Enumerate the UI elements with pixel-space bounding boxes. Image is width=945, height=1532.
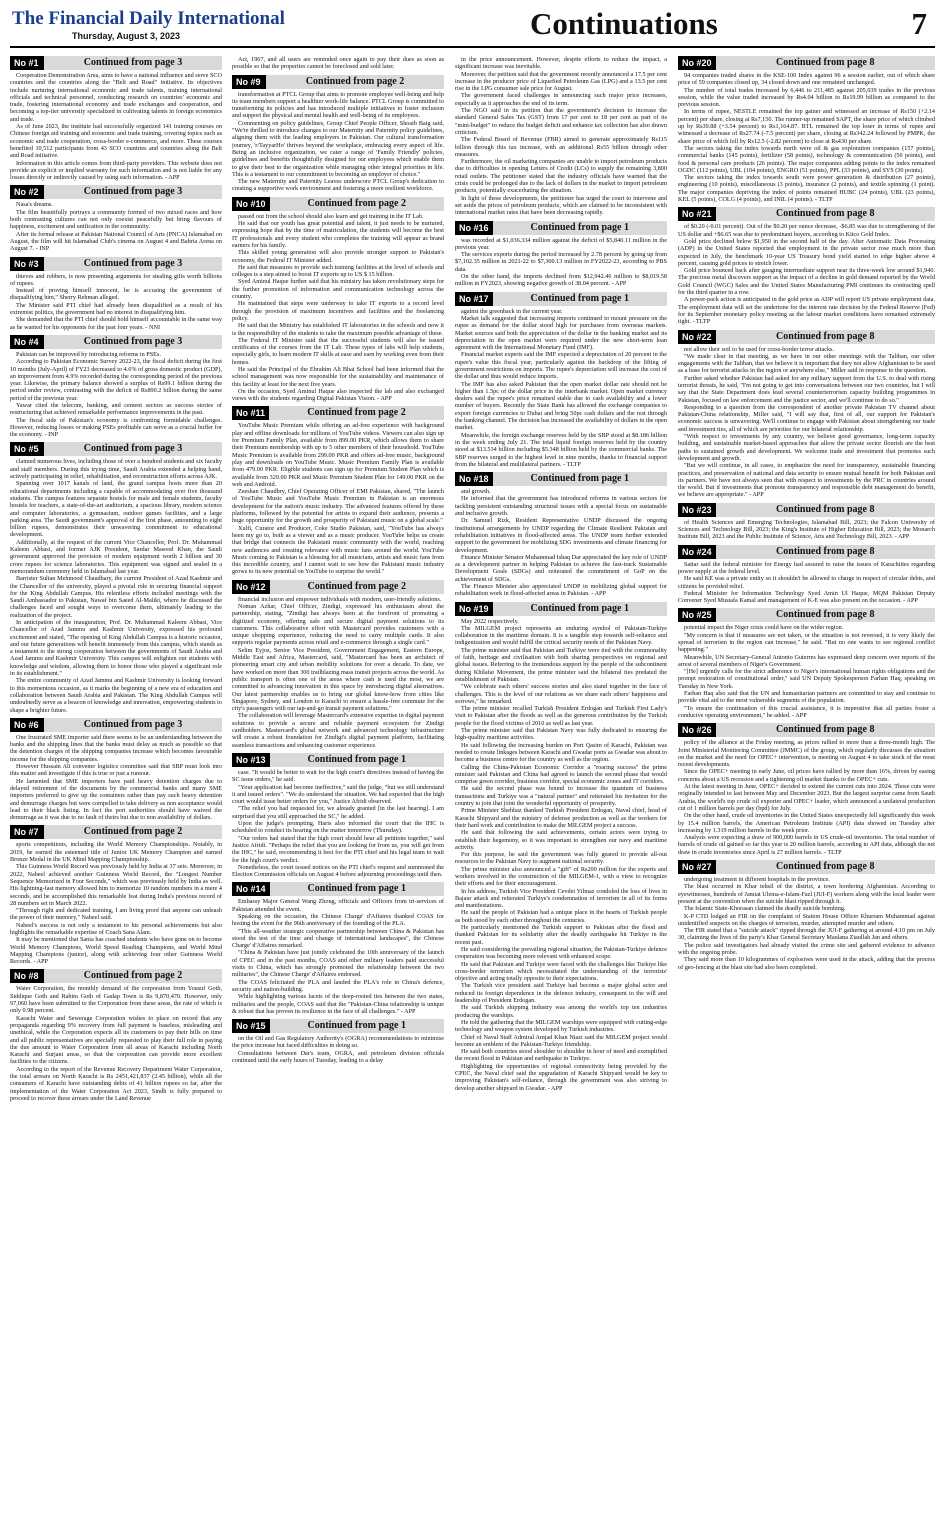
paragraph: Water Corporation, the monthly demand of the corporation from Yousuf Goth, Siddique Goth and Rahim Goth of Gadap Town is Rs 9,870,470. However, only 97,060 have been submitted to the Corporation from these areas, the rate of which is only 0.98 percent. <box>10 985 222 1015</box>
paragraph: "[He] urgently calls for the strict adherence to Niger's international human rights obligations and the prompt restoration of constitutional order," said UN Deputy Spokesperson Farhan Haq, speaking on Tuesday in New York. <box>678 668 935 690</box>
paragraph: Xulfi, Curator and Producer, Coke Studio Pakistan, said, "YouTube has always been my go to, both as a viewer and as a music producer. YouTube helps us create that bridge that connects the Pakistani music community with the world, reaching new audiences and creating relevance with music fans around the world. YouTube Music coming to Pakistan is a blessing for all musicians, artists and music fans from this incredible country, and I cannot wait to see how the Pakistani music industry grows to its new potential on YouTube to surprise the world." <box>232 524 444 576</box>
paragraph: Prime Minister Shehbaz thanked Turkish President Erdogan, Naval chief, head of Karachi Shipyard and the ministry of defense production as well as the workers for their hard work and contribution to make the MILGEM project a success. <box>455 807 667 829</box>
article-body <box>232 898 444 1015</box>
paragraph: was recorded at $1,036.334 million against the deficit of $5,840.11 million in the previous year. <box>455 236 667 251</box>
paragraph: Syed Aminul Haque further said that his ministry has taken revolutionary steps for the further promotion of information and communication technology across the country. <box>232 278 444 301</box>
continuation-number: No #8 <box>10 969 44 983</box>
paragraph: He said the people of Pakistan had a unique place in the hearts of Turkish people as both stood by each other throughout the centuries. <box>455 909 667 924</box>
paragraph: The IMF has also asked Pakistan that the open market dollar rate should not be higher than 1.5pc of the dollar price in the interbank market. Open market currency dealers said the rupee's price remained stable due to cash availability and a lower number of buyers. Recently the State Bank has allowed the exchange companies to export foreign currencies to Dubai and bring 50pc cash dollars and the rest through the banking channel. The decision has increased the availability of dollars in the open market. <box>455 380 667 432</box>
paragraph: While highlighting various facets of the deep-rooted ties between the two states, militaries and the people, COAS said that the "Pakistan-China relationship is unique & robust that has proven its resilience in the face of all challenges." - APP <box>232 993 444 1015</box>
paragraph: The prime minister also announced a "gift" of Rs200 million for the experts and workers involved in the construction of the MILGEM-1, with a view to recognize their efforts and for their encouragement. <box>455 865 667 888</box>
article-continuation <box>678 860 935 971</box>
paragraph: He informed that the government has introduced reforms in various sectors for tackling persistent outstanding structural issues with a special focus on sustainable and inclusive growth. <box>455 495 667 518</box>
continuation-header <box>232 406 444 420</box>
continuation-number: No #26 <box>678 723 716 737</box>
paragraph: The services exports during the period increased by 2.78 percent by going up from $7,102.35 million in 2021-22 to $7,300.13 million in FY2022-23, according to PBS data. <box>455 251 667 273</box>
paragraph: However Hussain Ali convener logistics committee said that SBP must look into this matter and investigate if this is true or just a rumour. <box>10 763 222 778</box>
paragraph: Gold price declined below $1,950 in the second half of the day. After Automatic Data Processing (ADP) in the United States reported that employment in the private sector rose much more than expected in July, the benchmark 10-year US Treasury bond yield started to edge higher above 4 percent, causing gold prices to stretch lower. <box>678 237 935 267</box>
continuation-number: No #25 <box>678 608 716 622</box>
column-1 <box>10 56 222 1528</box>
article-body <box>232 1035 444 1064</box>
article-body <box>10 201 222 252</box>
article-body <box>232 213 444 403</box>
paragraph: According to the report of the Revenue Recovery Department Water Corporation, the total arrears on North Karachi is Rs 2451,421,837 (2.45 billion), while all the consumers of Karachi have outstanding debts of 41 billion rupees so far, after the implementation of the Water Corporation Act 2023, Sindh is fully prepared to proceed to recover these arrears under the Land Revenue <box>10 1065 222 1102</box>
article-continuation <box>678 207 935 325</box>
paragraph: In light of these developments, the petitioner has urged the court to intervene and set aside the prices of petroleum products, which are claimed to be inconsistent with international market rates that have been decreasing rapidly. <box>455 194 667 217</box>
continued-from-label: Continued from page 3 <box>83 443 183 455</box>
continuation-header <box>232 580 444 594</box>
paragraph: Meanwhile, the foreign exchange reserves held by the SBP stood at $8.186 billion in the week ending July 21. The total liquid foreign reserves held by the country stood at $13.534 billion including $5.348 billion held by the commercial banks. The SBP reserves surged to the highest level in nine months, thanks to financial support from the bilateral and multilateral partners. - TLTP <box>455 431 667 468</box>
paragraph: This Guinness World Record was previously held by India at 37 sets. Moreover, in 2022, Nabeel achieved another Guinness World Record, the "Longest Number Sequence Memorized in Four Seconds," which was previously held by India as well. His lightning-fast memory allowed him to memorize 10 random numbers in a mere 4 seconds, and he accomplished this remarkable feat during India's previous record of 28 numbers set in March 2022. <box>10 863 222 907</box>
paragraph: The sectors taking the index towards north were oil & gas exploration companies (157 points), commercial banks (145 points), fertilizer (58 points), technology & communication (50 points), and food & personal care products (26 points). The major companies adding points to the index remained OGDC (112 points), UBL (104 points), ENGRO (51 points), PPL (33 points), and SYS (30 points). <box>678 144 935 174</box>
paragraph: "With respect to investments by any country, we believe good governance, long-term capacity building, and sustainable market-based approaches that allow the private sector flourish are the best paths to sustained growth and development. We welcome trade and investment that promotes such development and growth. <box>678 433 935 462</box>
article-continuation <box>232 406 444 575</box>
article-continuation <box>10 718 222 822</box>
paragraph: Sattar said the federal minister for Energy had assured to raise the issues of Karachiites regarding power supply at the federal level. <box>678 560 935 575</box>
paragraph: Noman Azhar, Chief Officer, Zindigi, expressed his enthusiasm about the partnership, stating, "Zindigi has always been at the forefront of promoting a digitized economy, offering safe and secure digital payment solutions to its customers. This collaborative effort with Mastercard provides customers with a unique shopping experience, reducing the need to carry multiple cards. It also supports regular payments across retail and e-commerce through a single card." <box>232 603 444 647</box>
paragraph: Zeeshan Chaudhry, Chief Operating Officer of EMI Pakistan, shared, "The launch of YouTube Music and YouTube Music Premium in Pakistan is an enormous development for the nation's music industry. The advanced features offered by these platforms, followed by the potential for artists to expand their audience, presents a huge opportunity for the growth and prosperity of Pakistani music on a global scale." <box>232 488 444 525</box>
article-body <box>10 351 222 439</box>
article-continuation <box>10 825 222 965</box>
issue-date: Thursday, August 3, 2023 <box>72 31 181 41</box>
continuation-number: No #17 <box>455 292 493 306</box>
continued-from-label: Continued from page 3 <box>83 57 183 68</box>
article-continuation <box>678 545 935 605</box>
article-body <box>455 308 667 469</box>
paragraph: Information in this article comes from third-party providers. This website does not provide an explicit or implied warranty for such information and is not liable for any losses directly or indirectly caused by using such information. - APP <box>10 159 222 182</box>
paragraph: Act, 1967, and all users are reminded once again to pay their dues as soon as possible so that the properties cannot be foreclosed and sold later. <box>232 56 444 71</box>
article-body <box>455 618 667 1092</box>
paragraph: Federal Minister for Information Technology Syed Amin Ul Haque, MQM Pakistan Deputy Convener Syed Mustafa Kamal and management of K-E was also present on the occasion. - APP <box>678 589 935 605</box>
continued-from-label: Continued from page 2 <box>83 970 183 982</box>
continuation-header <box>232 75 444 89</box>
continuation-header <box>678 860 935 874</box>
continued-from-label: Continued from page 1 <box>307 883 406 895</box>
paragraph: He said that following the said achievements, certain actors were trying to establish their hegemony, so it was important to strengthen our navy and maritime activity. <box>455 829 667 851</box>
paragraph: not allow their soil to be used for cross-border terror attacks. <box>684 345 835 353</box>
continued-from-label: Continued from page 8 <box>776 503 875 515</box>
paragraph: "We celebrate each others' success stories and also stand together in the face of challenges. This is the level of our relations as we share each others' happiness and sorrows," he remarked. <box>455 683 667 705</box>
paragraph: Dr. Samuel Rizk, Resident Representative UNDP discussed the ongoing institutional arrangements by UNDP regarding the Climate Resilient Pakistan and rehabilitation initiatives in flood-affected areas. The UNDP team further extended support to the government for mobilizing SDG investments and climate financing for development. <box>455 517 667 554</box>
continued-from-label: Continued from page 1 <box>307 1020 406 1032</box>
continuation-header <box>455 292 667 306</box>
continued-from-label: Continued from page 1 <box>530 602 629 614</box>
article-body <box>678 223 935 325</box>
continued-from-label: Continued from page 8 <box>776 208 875 220</box>
continuation-header <box>678 207 935 221</box>
continuation-header <box>455 472 667 486</box>
continued-from-label: Continued from page 2 <box>307 407 406 419</box>
continuation-header <box>455 602 667 616</box>
paragraph: "To ensure the continuation of this crucial assistance, it is imperative that all parties foster a conducive operating environment," he added. - APP <box>678 704 935 719</box>
paragraph: financial inclusion and empower individuals with modern, user-friendly solutions. <box>238 595 442 603</box>
continuation-header <box>678 545 935 559</box>
paragraph: He maintained that steps were underway to take IT exports to a record level through the provision of maximum incentives and facilities and the freelancing policy. <box>232 300 444 322</box>
paragraph: The MILGEM project represents an enduring symbol of Pakistan-Turkiye collaboration in the maritime domain. It is a tangible step towards self-reliance and indigenization and would fulfill the critical security needs of the Pakistan Navy. <box>455 624 667 647</box>
paragraph: Nabeel's success is not only a testament to his personal achievements but also highlights the remarkable expertise of Coach Sana Alam. <box>10 921 222 936</box>
continuation-number: No #14 <box>232 882 270 896</box>
paragraph: As of June 2023, the institute had successfully organized 141 training courses on Chinese foreign aid training and economic and trade training, covering topics such as economic and trade cooperation, cross-border e-commerce, and more. These courses benefited 10,512 participants from 43 SCO countries and countries along the Belt and Road initiative. <box>10 123 222 160</box>
paragraph: on the Oil and Gas Regulatory Authority's (OGRA) recommendations to minimise the price increase but faced difficulties in doing so. <box>232 1035 444 1050</box>
paragraph: "Through right and dedicated training, I am living proof that anyone can unleash the power of their memory," Nabeel said. <box>10 907 222 922</box>
continued-from-label: Continued from page 2 <box>307 197 406 209</box>
article-body <box>678 346 935 499</box>
paragraph: Nonetheless, the court issued notices on the PTI chief's request and summoned the Election Commission officials on August 4 before adjourning proceedings until then. <box>232 863 444 879</box>
paragraph: against the greenback in the current year. <box>461 307 563 315</box>
continuation-number: No #6 <box>10 718 44 732</box>
article-continuation <box>10 335 222 439</box>
article-continuation <box>10 185 222 252</box>
paragraph: Furthermore, the oil marketing companies are unable to import petroleum products due to difficulties in opening Letters of Credit (LCs) to supply the remaining 3,800 retail outlets. The petitioner stated that the industry officials have warned that the crisis could be prolonged due to the lack of dollars in the market to import petroleum products, potentially exacerbating the situation. <box>455 158 667 195</box>
continuation-number: No #27 <box>678 860 716 874</box>
continuation-header <box>232 882 444 896</box>
article-body <box>232 422 444 575</box>
paragraph: The Islamic State-Khorasan claimed the deadly suicide bombing. <box>684 905 846 913</box>
continued-from-label: Continued from page 1 <box>530 221 629 233</box>
paragraph: The COAS felicitated the PLA and lauded the PLA's role in China's defence, security and nation-building. <box>232 978 444 993</box>
paragraph: of $0.20 (-0.01 percent). Out of the $0.20 per ounce decrease, -$6.85 was due to strengthening of the US dollar and +$6.65 was due to predominant buyers, according to Kitco Gold Index. <box>678 223 935 238</box>
paragraph: He said that measures to provide such training facilities at the level of schools and colleges is a step aimed to boost IT exports up to US $ 15 billion. <box>232 263 444 279</box>
paragraph: Calling the China-Pakistan Economic Corridor a "roaring success" the prime minister said Pakistan and China had agreed to launch the second phase that would comprise green corridor, business corridor, special economic zones and IT corridors. <box>455 763 667 786</box>
continuation-header <box>678 608 935 622</box>
paragraph: "My concern is that if measures are not taken, or the situation is not reversed, it is very likely the spread of terrorism in the region can increase," he said. "But no one wants to see regional conflict happening." <box>678 631 935 654</box>
paragraph: He said considering the prevailing regional situation, the Pakistan-Turkiye defence cooperation was becoming more relevant with enhanced scope. <box>455 945 667 961</box>
continuation-header <box>10 335 222 349</box>
paragraph: The sectors taking the index towards south were power generation & distribution (27 points), engineering (10 points), miscellaneous (3 points), insurance (2 points), and textile spinning (1 point). The major companies depriving the index of points remained HUBC (24 points), UBL (23 points), KEL (5 points), COLG (4 points), and INIL (4 points). - TLTP <box>678 174 935 204</box>
paragraph: He lamented that SME importers have paid heavy detention charges due to delayed retirement of the documents by the commercial banks and many SME importers preferred to give up the containers rather than pay such heavy detention and demurrage charges but were compelled to take delivery as non acceptance would lead to their black listing. In fact the port authorities should have waived the demurrage as it was due to no fault of theirs but due to non availability of dollars. <box>10 777 222 822</box>
continued-from-label: Continued from page 2 <box>305 75 405 87</box>
article-body <box>10 734 222 822</box>
paragraph: The film beautifully portrays a community formed of two mixed races and how both contrasting cultures can not only coexist peacefully but bring flavours of happiness, excitement and unification in the community. <box>10 208 222 231</box>
paragraph: Further asked whether Pakistan had asked for any military support from the U.S. to deal with rising terrorist threats, he said, "I'm not going to get into conversations between our two countries, but I will say that the State Department does lead several counterterrorism capacity building programmes in Pakistan, focused on law enforcement and the justice sector, and we'll continue to do so." <box>678 374 935 404</box>
continued-from-label: Continued from page 1 <box>530 292 629 304</box>
paragraph: The police said investigators had already visited the crime site and gathered evidence to advance with the ongoing probe. <box>678 941 935 956</box>
continuation-header <box>455 221 667 235</box>
article-continuation <box>10 56 222 181</box>
paragraph: policy of the alliance at the Friday meeting, as prices rallied to more than a three-month high. The Joint Ministerial Monitoring Committee (JMMC) of the group, which regularly discusses the situation on the market and the need for OPEC+ intervention, is meeting on August 4 to take stock of the most recent developments. <box>678 739 935 769</box>
paragraph: On the other hand, the imports declined from $12,942.46 million to $8,019.58 million in FY2023, showing negative growth of 38.04 percent. - APP <box>455 273 667 288</box>
article-continuation <box>455 292 667 469</box>
paragraph: "Your application had become ineffective," said the judge, "but we still understand it and issued orders". "We do understand the situation. We had expected that the high court would issue better orders for you," Justice Afridi observed. <box>232 783 444 806</box>
article-continuation <box>455 221 667 288</box>
paragraph: He said that our youth has great potential and talent, it just needs to be nurtured, expressing hope that by the time of matriculation, the students will become the best IT professionals and every student who completes the training will appear as brand earners for his family. <box>232 220 444 249</box>
article-continuation <box>678 330 935 499</box>
continuation-header <box>10 257 222 271</box>
paragraph: YouTube Music Premium while offering an ad-free experience with background play and offline downloads for millions of YouTube videos. Viewers can also sign up for Premium Family Plan, available from 899.00 PKR, which allows them to share their Premium membership with up to 5 other members of their household. YouTube Music Premium is available from 299.00 PKR and offers ad-free music, background play and downloads on YouTube Music. Music Premium Family Plan is available from 479.00 PKR. Eligible students can sign up for Premium Student Plan which is available from 329.00 PKR and Music Premium Student Plan for 149.00 PKR on the web and Android. <box>232 422 444 488</box>
continuation-number: No #18 <box>455 472 493 486</box>
continuation-number: No #1 <box>10 56 44 70</box>
continuation-number: No #11 <box>232 406 269 420</box>
paragraph: "The relief you had requested for, we already granted [in the last hearing]. I am surprised that you still approached the SC," he added. <box>232 805 444 820</box>
column-2 <box>232 56 444 1528</box>
paragraph: On the occasion, Syed Aminul Haque also inspected the lab and also exchanged views with the students regarding Digital Pakistan Vision. - APP <box>232 387 444 403</box>
article-continuation <box>678 56 935 203</box>
continuation-number: No #20 <box>678 56 716 70</box>
continuation-header <box>10 56 222 70</box>
paragraph: Responding to a question from the correspondent of another private Pakistan TV channel about Pakistan-China relationship, Miller said, "I will say that, first of all, our support for Pakistan's economic success is unwavering. We'll continue to engage with Pakistan about strengthening our trade and investment ties, all of which are priorities for our bilateral relationship. <box>678 403 935 433</box>
article-body <box>10 985 222 1102</box>
paragraph: thieves and robbers, is now presenting arguments for stealing gifts worth billions of rupees. <box>10 272 222 287</box>
paragraph: Finance Minister Senator Muhammad Ishaq Dar appreciated the key role of UNDP as a development partner in helping Pakistan to achieve the fast-track Sustainable Development Goals (SDGs) and reiterated the commitment of GoP on the achievement of SDGs. <box>455 553 667 583</box>
continuation-header <box>10 825 222 839</box>
article-continuation <box>455 56 667 217</box>
paragraph: The number of total trades increased by 6,446 to 211,485 against 205,039 trades in the previous session, while the value traded increased by Rs4.04 billion to Rs19.99 billion as compared to the previous session. <box>678 86 935 109</box>
paragraph: After its formal release at Pakistan National Council of Arts (PNCA) Islamabad on August, the film will hit Islamabad Club's cinema on August 4 and Bahria Arena on August 7. - INP <box>10 230 222 253</box>
masthead <box>10 6 935 48</box>
paragraph: The Minister said PTI chief had already been disqualified as a result of his extremist politics, the government had no interest in disqualifying him. <box>10 301 222 317</box>
continuation-header <box>678 56 935 70</box>
paragraph: The FIR stated that a "suicide attack" ripped through the JUI-F gathering at around 4:10 pm on July 30, claiming the lives of the party's Khar General Secretary Maulana Ziaullah Jan and others. <box>678 927 935 942</box>
paragraph: in the price announcement. However, despite efforts to reduce the impact, a significant increase was inevitable. <box>455 56 667 71</box>
continuation-number: No #3 <box>10 257 44 271</box>
continuation-header <box>232 753 444 767</box>
article-body <box>232 56 444 71</box>
paragraph: transformation at PTCL Group that aims to promote employee well-being and help its team members support a healthier work-life balance. PTCL Group is committed to transforming its policies and has introduced multiple initiatives to foster inclusion and support the physical and mental health and well-being of its employees. <box>232 90 444 120</box>
continued-from-label: Continued from page 8 <box>776 609 875 621</box>
paragraph: Barrister Sultan Mehmood Chaudhary, the current President of Azad Kashmir and the Chancellor of the university, played a pivotal role in securing financial support for the King Abdullah Campus. His relentless efforts included meetings with the Saudi Ambassador to Pakistan, Nawaf bin Saeed Al-Maliki, where he discussed the challenges faced and sought ways to overcome them, ultimately leading to the realization of the project. <box>10 575 222 619</box>
continuation-number: No #22 <box>678 330 716 344</box>
paragraph: Gold price bounced back after gauging intermediate support near its three-week low around $1,940. The precious metal discovers support as the impact of a decline in gold demand reported by the World Gold Council (WGC) Sales and the United States Manufacturing PMI continues its contracting spell for the third quarter in a row. <box>678 267 935 297</box>
paragraph: He said the Principal of the Ebrahim Ali Bhai School had been informed that the school management was now responsible for the sustainability and maintenance of this facility at least for the next five years. <box>232 365 444 388</box>
continued-from-label: Continued from page 3 <box>83 257 183 269</box>
paragraph: Pakistan can be improved by introducing reforms in PSEs. <box>16 350 161 358</box>
paragraph: The fiscal side of Pakistan's economy is confronting formidable challenges. However, reducing losses or making PSEs profitable can serve as a crucial buffer for the economy. - INP <box>10 416 222 439</box>
column-4 <box>678 56 935 1528</box>
article-body <box>232 91 444 193</box>
article-body <box>678 519 935 541</box>
paragraph: He said Turkish shipping industry was among the world's top ten industries producing the warships. <box>455 1004 667 1019</box>
continuation-header <box>232 197 444 211</box>
section-title: Continuations <box>530 6 718 41</box>
continued-from-label: Continued from page 3 <box>83 186 183 198</box>
continued-from-label: Continued from page 8 <box>776 330 875 342</box>
paragraph: Chief of Naval Staff Admiral Amjad Khan Niazi said the MILGEM project would become an emblem of the Pakistan-Turkiye friendship. <box>455 1033 667 1048</box>
paragraph: The prime minister recalled Turkish President Erdogan and Turkish First Lady's visit to Pakistan after the floods as well as the generous contribution by the Turkish people for the flood victims of 2010 as well as last year. <box>455 705 667 727</box>
paragraph: He said that Pakistan and Turkiye were faced with the challenges like Turkiye like cross-border terrorism which necessitated the understanding of the terrorists' objective and acting totally opposite to their expectations. <box>455 960 667 983</box>
continuation-header <box>678 723 935 737</box>
continuation-number: No #13 <box>232 753 270 767</box>
paragraph: Upon the judge's prompting, Haris also informed the court that the IHC is scheduled to conduct its hearing on the matter tomorrow (Thursday). <box>232 820 444 835</box>
continued-from-label: Continued from page 8 <box>776 57 875 68</box>
paragraph: The prime minister said that Pakistan and Turkiye were tied with the commonality of faith, heritage and civilisation with both sharing perspectives on regional and global issues. Referring to the tremendous support by the people of the subcontinent during Khilafat Movement, the prime minister said the bilateral ties predated the establishment of Pakistan. <box>455 646 667 683</box>
paragraph: The new Maternity and Paternity Leaves underscore PTCL Group's dedication to creating a supportive work environment and fostering a more resilient workforce. <box>232 178 444 193</box>
article-continuation <box>455 602 667 1092</box>
article-body <box>678 624 935 719</box>
article-continuation <box>232 197 444 403</box>
continued-from-label: Continued from page 8 <box>776 545 875 557</box>
paragraph: It may be mentioned that Sania has coached students who have gone on to become World Memory Champions, World Speed Reading Champions, and World Mind Mapping Champions (junior), along with achieving four other Guinness World Records. - APP <box>10 936 222 966</box>
article-body <box>678 561 935 605</box>
article-continuation <box>232 75 444 193</box>
continued-from-label: Continued from page 2 <box>307 580 406 592</box>
article-body <box>10 458 222 713</box>
paragraph: claimed numerous lives, including those of over a hundred students and six faculty and staff members. During this trying time, Saudi Arabia extended a helping hand, actively participating in relief, rehabilitation, and reconstruction efforts across AJK. <box>10 458 222 481</box>
continuation-header <box>232 1019 444 1033</box>
continued-from-label: Continued from page 1 <box>307 753 406 765</box>
paragraph: Highlighting the opportunities of regional connectivity being provided by the CPEC, the Naval chief said the upgradation of Karachi Shipyard would be key to improving Pakistan's self-reliance, through the government was also striving to develop another shipyard in Gwadar. - APP <box>455 1062 667 1092</box>
continuation-number: No #19 <box>455 602 493 616</box>
paragraph: In terms of rupee, NESTLE remained the top gainer and witnessed an increase of Rs150 (+2.14 percent) per share, closing at Rs7,150. The runner-up remained SAPT, the share price of which climbed up by Rs39.88 (+3.54 percent) to Rs1,164.87. BTL remained the top loser in terms of rupee and witnessed a decrease of Rs27.74 (-7.5 percent) per share, closing at Rs342.24 followed by PMPK, the share price of which fell by Rs12.5 (-2.82 percent) to close at Rs430 per share. <box>678 108 935 145</box>
paragraph: Yawar cited the telecom, banking, and cement sectors as success stories of restructuring that achieved remarkable performance improvements in the past. <box>10 401 222 417</box>
paragraph: Analysts were expecting a draw of 900,000 barrels in US crude-oil inventories. The total number of barrels of crude oil gained so far this year is 20 million barrels, according to API data, although the net draw in crude inventories since April is 27 million barrels. - TLTP <box>678 834 935 856</box>
continuation-number: No #5 <box>10 442 44 456</box>
continued-from-label: Continued from page 2 <box>83 826 183 838</box>
column-3 <box>455 56 667 1528</box>
article-continuation <box>232 1019 444 1064</box>
paragraph: K-P CTD lodged an FIR on the complaint of Station House Officer Khurram Muhammad against unidentified suspects on the charges of terrorism, murder, attempted murder and others. <box>678 912 935 927</box>
paragraph: Spanning over 1017 kanals of land, the grand campus hosts more than 20 educational departments including a capable of accommodating over five thousand students. The campus features separate hostels for male and female students, faculty hostels for teachers, a state-of-the-art auditorium, a spacious library, modern science and computer laboratories, a gymnasium, outdoor games facilities, and a large parking area. The Saudi government's approval of the first phase, amounting to eight billion rupees, demonstrates their unwavering commitment to educational development. <box>10 480 222 539</box>
continuation-number: No #12 <box>232 580 270 594</box>
paragraph: On the other hand, crude oil inventories in the United States unexpectedly fell significantly this week by 15.4 million barrels, the American Petroleum Institute (API) data showed on Tuesday after increasing by 1.319 million barrels in the week prior. <box>678 812 935 834</box>
paragraph: She demanded that the PTI chief should hold himself accountable in the same way as he wanted for his opponents for the past four years. - NNI <box>10 316 222 331</box>
paragraph: For this purpose, he said the government was fully geared to provide all-out resources to the Pakistan Navy to augment national security. <box>455 851 667 866</box>
paragraph: A power-pack action is anticipated in the gold price as ADP will report US private employment data. The employment data will set the undertone for the interest rate decision by the Federal Reserve (Fed) for its September monetary policy meeting as the labour market conditions have remained extremely tight. - TLTP <box>678 296 935 326</box>
article-body <box>10 72 222 181</box>
paragraph: The government faced challenges in announcing such major price increases, especially as it approaches the end of its term. <box>455 92 667 107</box>
article-body <box>232 596 444 749</box>
paragraph: The Federal Board of Revenue (FBR) aimed to generate approximately Rs115 billion through this tax increase, with an additional Rs55 billion through other measures. <box>455 136 667 158</box>
continuation-number: No #16 <box>455 221 493 235</box>
paragraph: Embassy Major General Wang Zhong, officials and Officers from tri-services of Pakistan attended the event. <box>232 898 444 913</box>
article-continuation <box>678 723 935 856</box>
paragraph: potential impact the Niger crisis could have on the wider region. <box>684 624 844 632</box>
paragraph: Selim Eyjoz, Senior Vice President, Government Engagement, Eastern Europe, Middle East and Africa, Mastercard, said, "Mastercard has been an architect of pioneering smart city and urban mobility solutions for over a decade. To date, we have worked on more than 300 trailblazing mass transit projects across the world. As public transport is often one of the areas where cash is used the most, we are committed to advancing innovation in this space by introducing digital alternatives. Our latest partnership enables us to bring our global know-how from cities like Singapore, Sydney, and London to Karachi to ensure a hassle-free commute for the city's passengers with our tap-and-go transit payment solutions." <box>232 646 444 713</box>
continued-from-label: Continued from page 3 <box>83 718 183 730</box>
article-continuation <box>455 472 667 597</box>
article-body <box>10 841 222 965</box>
paragraph: The Turkish vice president said Turkiye had become a major global actor and reduced its foreign dependence in the defence industry, consequent to the will and leadership of President Erdogan. <box>455 982 667 1005</box>
paragraph: "This all-weather strategic cooperative partnership between China & Pakistan has stood the test of the time and change of international landscapes", the Chinese Charge' d'Affaires remarked. <box>232 927 444 950</box>
paragraph: Meanwhile, UN Secretary-General Antonio Guterres has expressed deep concern over reports of the arrest of several members of Niger's Government. <box>678 653 935 668</box>
article-body <box>678 739 935 856</box>
paragraph: passed out from the school should also learn and get training in the IT Lab. <box>238 212 424 220</box>
continuation-number: No #15 <box>232 1019 270 1033</box>
paragraph: case. "It would be better to wait for the high court's directives instead of having the SC issue orders," he said. <box>232 768 444 784</box>
paragraph: Additionally, at the request of the current Vice Chancellor, Prof. Dr. Muhammad Kaleem Abbasi, and former AJK President, Sardar Masood Khan, the Saudi government approved the provision of modern equipment worth 2 billion and 30 crore rupees for science laboratories. This equipment was signed and sealed in a memorandum ceremony held in Islamabad last year. <box>10 538 222 575</box>
paragraph: Karachi Water and Sewerage Corporation wishes to place on record that any propaganda regarding 9% recovery from full payment is baseless, misleading and unethical, while the Corporation expects all its customers to pay their bills on time and all public representatives are specially requested to play their full role in paying the due amount to Water Corporation from all areas of Karachi including North Karachi and Surjani areas, so that the corporation can provide more excellent facilities to the citizens. <box>10 1014 222 1066</box>
paragraph: Nasa's dreams. <box>16 201 53 209</box>
paragraph: "China & Pakistan have just jointly celebrated the 10th anniversary of the launch of CPEC and in the past months, COAS and other military leaders paid successful visits to China, which has strongly promoted the relationship between the two militaries", the Chinese Charge' d'Affaires endorsed. <box>232 949 444 979</box>
continuation-number: No #2 <box>10 185 44 199</box>
paragraph: and growth. <box>461 488 491 496</box>
paragraph: 94 companies traded shares in the KSE-100 Index against 96 a session earlier, out of which share price of 59 companies closed up, 34 closed down and one remained unchanged. <box>678 72 935 87</box>
continued-from-label: Continued from page 3 <box>83 335 183 347</box>
paragraph: of Health Sciences and Emerging Technologies, Islamabad Bill, 2023; the Falcon University of Sciences and Technology Bill, 2023; the King's Institute of Higher Education Bill, 2023; the Monarch Institute Bill, 2023 and the Public Institute of Science, Arts and Technology Bill, 2023. - APP <box>678 518 935 541</box>
paragraph: Financial market experts said the IMF expected a depreciation of 20 percent in the rupee's value this fiscal year, particularly against the backdrop of the lifting of government restrictions on imports. The rupee's depreciation will increase the cost of the dollar and thus would reduce imports. <box>455 351 667 381</box>
paragraph: The Federal IT Minister said that the successful students will also be issued certificates of the courses from the IT Lab. These types of labs will help students, especially girls, to learn modern IT skills at ease and earn by working even from their homes. <box>232 336 444 366</box>
article-continuation <box>678 503 935 541</box>
paragraph: The collaboration will leverage Mastercard's extensive expertise in digital payment solutions to provide a secure and reliable payment ecosystem for Zindigi cardholders. Mastercard's global network and advanced technology infrastructure will create a robust foundation for Zindigi's digital payment platform, facilitating seamless transactions and enhancing customer experience. <box>232 712 444 749</box>
paragraph: Speaking on the occasion, the Chinese Charge' d'Affaires thanked COAS for hosting the event for the 96th anniversary of the founding of the PLA. <box>232 912 444 928</box>
paragraph: In anticipation of the inauguration, Prof. Dr. Muhammad Kaleem Abbasi, Vice Chancellor of Azad Jammu and Kashmir University, expressed his profound excitement and stated, "The opening of King Abdullah Campus is a historic occasion, and our future generations will benefit immensely from this campus, which stands as a testament to the strong cooperation between the governments of Saudi Arabia and Azad Jammu and Kashmir University. This campus will enlighten our students with knowledge and wisdom, allowing them to honor those who played a significant role in its establishment." <box>10 619 222 678</box>
paragraph: They said more than 10 kilogrammes of explosives were used in the attack, adding that the process of geo-fencing at the blast site had also been completed. <box>678 956 935 971</box>
continuation-header <box>678 503 935 517</box>
paragraph: He said KE was a private entity so it shouldn't be allowed to charge in respect of circular debts, and citizens be provided relief. <box>678 575 935 590</box>
paragraph: sports competitions, including the World Memory Championships. Notably, in 2019, he earned the esteemed title of Junior UK Memory Champion and earned Bronze Medal in the UK Mind Mapping Championship. <box>10 841 222 864</box>
paragraph: He said the second phase was bound to increase the quantum of business transactions and Turkiye was a "natural partner" and reiterated his invitation for the country to join that joint the wonderful opportunity of prosperity. <box>455 785 667 808</box>
article-body <box>455 56 667 217</box>
article-continuation <box>232 882 444 1015</box>
paper-name: The Financial Daily International <box>12 8 285 29</box>
paragraph: Instead of proving himself innocent, he is accusing the government of disqualifying him," Sherry Rehman alleged. <box>10 287 222 302</box>
continued-from-label: Continued from page 8 <box>776 724 875 736</box>
page-number: 7 <box>911 6 927 41</box>
paragraph: He particularly mentioned the Turkish support to Pakistan after the flood and thanked Pakistan for its solidarity after the deadly earthquake hit Turkiye in the recent past. <box>455 924 667 946</box>
article-continuation <box>678 608 935 719</box>
paragraph: The blast occurred in Khar tehsil of the district, a town bordering Afghanistan. According to eyewitnesses, hundreds of Jamiat Ulema-e-Islam-Fazl (JUI-F) workers along with the local leader were present at the convention when the suicide blast ripped through it. <box>678 883 935 905</box>
article-body <box>455 488 667 597</box>
article-continuation <box>232 753 444 878</box>
paragraph: Moreover, the petition said that the government recently announced a 17.5 per cent increase in the producer price of Liquefied Petroleum Gas (LPG) and a 13.5 per cent rise in the LPG consumer sale price for August. <box>455 70 667 93</box>
continuation-header <box>10 718 222 732</box>
continuation-number: No #23 <box>678 503 716 517</box>
continuation-number: No #7 <box>10 825 44 839</box>
article-body <box>232 769 444 878</box>
continued-from-label: Continued from page 1 <box>530 473 629 485</box>
article-continuation <box>10 257 222 331</box>
paragraph: He said following the increasing burden on Port Qasim of Karachi, Pakistan was needed to create linkages between Karachi and Gwadar ports as Gwadar was about to become a business centre for the country as well as the region. <box>455 741 667 764</box>
continuation-number: No #9 <box>232 75 266 89</box>
continuation-header <box>10 442 222 456</box>
continuation-number: No #24 <box>678 545 716 559</box>
article-continuation <box>232 56 444 71</box>
paragraph: He said both countries stood shoulder to shoulder in hour of need and exemplified the recent flood in Pakistan and earthquake in Turkiye. <box>455 1048 667 1063</box>
paragraph: The NGO said in its petition that the government's decision to increase the standard General Sales Tax (GST) from 17 per cent to 18 per cent as part of its "mini-budget" to reduce the budget deficit and enhance tax collection has also drawn criticism. <box>455 107 667 136</box>
continued-from-label: Continued from page 8 <box>776 861 875 873</box>
article-continuation <box>232 580 444 749</box>
continuation-header <box>10 969 222 983</box>
paragraph: One frustrated SME importer said there seems to be an understanding between the banks and the shipping lines that the banks must delay as much as possible so that the detention charges of the shipping companies increase which becomes favourable income for the shipping companies. <box>10 733 222 763</box>
paragraph: Since the OPEC+ meeting in early June, oil prices have rallied by more than 16%, driven by easing concerns about a US recession and a tightening oil market thanks to the OPEC+ cuts. <box>678 768 935 783</box>
article-continuation <box>10 442 222 713</box>
paragraph: Farhan Haq also said that the UN and humanitarian partners are committed to stay and continue to provide vital aid to the most vulnerable segments of the population. <box>678 690 935 705</box>
paragraph: Consultations between Dar's team, OGRA, and petroleum division officials continued until the early hours of Tuesday, leading to a delay <box>232 1049 444 1065</box>
paragraph: At the latest meeting in June, OPEC+ decided to extend the current cuts into 2024. Those cuts were originally intended to last between May and December 2023. But the largest surprise came from Saudi Arabia, the world's top crude oil exporter and OPEC+ leader, which announced a unilateral production cut of 1 million barrels per day (bpd) for July. <box>678 783 935 812</box>
article-body <box>678 72 935 203</box>
paragraph: According to Pakistan Economic Survey 2022-23, the fiscal deficit during the first 10 months (July-April) of FY23 decreased to 4.6% of gross domestic product (GDP), an improvement from 4.9% recorded during the corresponding period of the previous year. Likewise, the primary balance showed a surplus of Rs99.1 billion during the period under review, contrasting with the deficit of Rs890.2 billion during the same period of the previous year. <box>10 358 222 402</box>
article-body <box>455 237 667 288</box>
paragraph: Commenting on policy guidelines, Group Chief People Officer, Shoaib Baig said, "We're thrilled to introduce changes to our Maternity and Paternity policy guidelines, aligning them with the leading employers in Pakistan. Our cultural transformation journey, 'r/TayyarHo' thrives beyond the workplace, embracing every aspect of life. Being an inclusive organization, we cater a range of 'Family Friendly' policies, guidelines and benefits thoughtfully designed for our employees which enable them to give their best to the organization while managing other integral priorities in life. This is a testament to our commitment to becoming an employer of choice." <box>232 119 444 178</box>
continuation-number: No #21 <box>678 207 716 221</box>
article-body <box>10 273 222 331</box>
article-continuation <box>10 969 222 1102</box>
paragraph: He told the gathering that the MILGEM warships were equipped with cutting-edge technology and weapon system developed by Turkish industries. <box>455 1018 667 1034</box>
continuation-number: No #10 <box>232 197 270 211</box>
continuation-header <box>678 330 935 344</box>
paragraph: In his address, Turkish Vice President Cevdet Yilmaz condoled the loss of lives in Bajaur attack and reiterated Turkiye's condemnation of terrorism in all of its forms and manifestations. <box>455 887 667 910</box>
paragraph: "But we will continue, in all cases, to emphasize the need for transparency, sustainable financing practices, and preservation of national and data security to ensure mutual benefit for both Pakistan and its partners. We have not always seen that with respect to investments by the PRC in countries around the world. But if investments that promote transparency and responsible debt management do benefit, we believe are appropriate." - APP <box>678 462 935 499</box>
continuation-header <box>10 185 222 199</box>
paragraph: undergoing treatment in different hospitals in the province. <box>684 876 830 884</box>
paragraph: The entire community of Azad Jammu and Kashmir University is looking forward to this momentous occasion, as it marks the beginning of a new era of education and collaboration between Saudi Arabia and Pakistan. The King Abdullah Campus will undoubtedly serve as a beacon of knowledge and innovation, empowering students to shape a brighter future. <box>10 677 222 714</box>
paragraph: May 2022 respectively. <box>461 617 519 625</box>
paragraph: The Finance Minister also appreciated UNDP in mobilizing global support for rehabilitation work in flood-affected areas in Pakistan. - APP <box>455 583 667 598</box>
paragraph: Cooperation Demonstration Area, aims to have a national influence and serve SCO countries and the countries along the "Belt and Road" initiative. Its objectives include nurturing international economic and trade talents, training international officials and technical personnel, conducting research on countries' economic and trade, fostering international economy and trade exchanges and cooperation, and becoming a top-tier university specialized in cultivating talents in foreign economics and trade. <box>10 72 222 123</box>
paragraph: The prime minister said that Pakistan Navy was fully dedicated to ensuring the high-quality maritime activities. <box>455 727 667 742</box>
paragraph: He said that the Ministry has established IT laboratories in the schools and now it is the responsibility of the students to take the maximum possible advantage of these. <box>232 322 444 337</box>
paragraph: "We made clear in that meeting, as we have in our other meetings with the Taliban, our other engagements with the Taliban, that we believe it is important that they not allow Afghanistan to be used as a base for terrorist attacks in the region or anywhere else," Miller said in response to the question. <box>678 352 935 375</box>
paragraph: Market talk suggested that increasing imports continued to mount pressure on the rupee as demand for the dollar stood high for purchases from overseas markets. Market sources said both the appreciation of the dollar in the banking market and its depreciation in the open market were required under the new short-term loan agreement with the International Monetary Fund (IMF). <box>455 314 667 352</box>
continuation-number: No #4 <box>10 335 44 349</box>
paragraph: "Our orders had stated that the high court should hear all petitions together," said Justice Afridi. "Perhaps the relief that you are looking for from us, you will get from the IHC," he said, recommending it best for the PTI chief and his legal team to wait for the high court's verdict. <box>232 834 444 864</box>
article-body <box>678 876 935 971</box>
paragraph: This skilled young generation will also provide stronger support to Pakistan's economy, the Federal IT Minister added. <box>232 249 444 264</box>
